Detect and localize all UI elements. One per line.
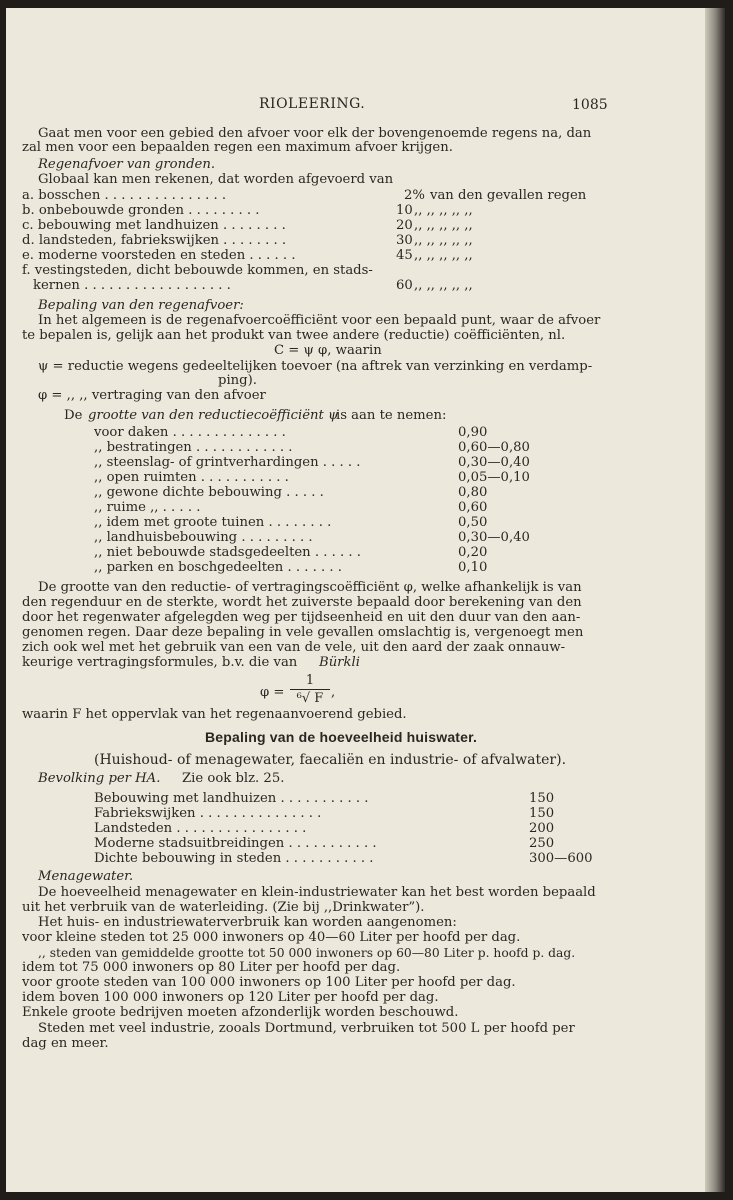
formula-numerator: 1 [305, 673, 315, 688]
regen-row-tail: ,, ,, ,, ,, ,, [414, 233, 473, 248]
bevolking-ref: Zie ook blz. 25. [182, 771, 285, 786]
menagewater-line: voor groote steden van 100 000 inwoners op 100 Liter per hoofd per dag. [22, 975, 516, 990]
reductie-row-label: voor daken . . . . . . . . . . . . . . [94, 425, 286, 440]
menagewater-heading: Menagewater. [38, 869, 134, 884]
psi-definition-cont: ping). [218, 373, 257, 388]
reductie-row-value: 0,05—0,10 [458, 470, 530, 485]
menagewater-line: Het huis- en industriewaterverbruik kan worden aangenomen: [38, 915, 457, 930]
bevolking-row-label: Fabriekswijken . . . . . . . . . . . . . . . [94, 806, 322, 821]
reductie-row-label: ,, ruime ,, . . . . . [94, 500, 201, 515]
regen-row-value: 30 [396, 233, 413, 248]
page-edge [705, 8, 725, 1192]
running-title: RIOLEERING. [259, 96, 366, 112]
bevolking-heading: Bevolking per HA. [38, 771, 161, 786]
regenafvoer-lead: Globaal kan men rekenen, dat worden afgevoerd van [38, 172, 394, 187]
bevolking-row-label: Moderne stadsuitbreidingen . . . . . . . . . . . [94, 836, 377, 851]
menagewater-line: De hoeveelheid menagewater en klein-industriewater kan het best worden bepaald [38, 885, 596, 900]
psi-definition: ψ = reductie wegens gedeeltelijken toevoer (na aftrek van verzinking en verdamp- [38, 359, 593, 374]
reductie-row-value: 0,20 [458, 545, 488, 560]
intro-line-2: zal men voor een bepaalden regen een maximum afvoer krijgen. [22, 140, 453, 155]
reductie-row-label: ,, bestratingen . . . . . . . . . . . . [94, 440, 293, 455]
bevolking-row-label: Landsteden . . . . . . . . . . . . . . . . [94, 821, 307, 836]
regen-row-label: a. bosschen . . . . . . . . . . . . . . . [22, 188, 227, 203]
grootte-line: zich ook wel met het gebruik van een van de vele, uit den aard der zaak onnauw- [22, 640, 566, 655]
waarin-f: waarin F het oppervlak van het regenaanvoerend gebied. [22, 707, 407, 722]
menagewater-line: uit het verbruik van de waterleiding. (Zie bij ,,Drinkwater”). [22, 900, 425, 915]
reductie-row-value: 0,90 [458, 425, 488, 440]
reductie-row-label: ,, landhuisbebouwing . . . . . . . . . [94, 530, 313, 545]
regen-row-label: kernen . . . . . . . . . . . . . . . . . . [33, 278, 231, 293]
regen-row-value: 10 [396, 203, 413, 218]
huiswater-heading: Bepaling van de hoeveelheid huiswater. [205, 729, 478, 745]
bevolking-row-value: 150 [529, 791, 555, 806]
regen-row-value: 2% [404, 188, 425, 203]
bepaling-line-1: In het algemeen is de regenafvoercoëfficiënt voor een bepaald punt, waar de afvoer [38, 313, 601, 328]
bevolking-row-value: 250 [529, 836, 555, 851]
formula-c: C = ψ φ, waarin [274, 343, 382, 358]
bevolking-row-value: 300—600 [529, 851, 593, 866]
reductie-row-value: 0,60—0,80 [458, 440, 530, 455]
formula-trail: , [331, 685, 336, 700]
huiswater-subtitle: (Huishoud- of menagewater, faecaliën en industrie- of afvalwater). [94, 752, 567, 768]
bepaling-heading: Bepaling van den regenafvoer: [38, 298, 244, 313]
regen-row-label: b. onbebouwde gronden . . . . . . . . . [22, 203, 260, 218]
reductie-row-label: ,, open ruimten . . . . . . . . . . . [94, 470, 289, 485]
regen-row-value: 60 [396, 278, 413, 293]
burkli-name: Bürkli [319, 655, 360, 670]
grootte-line: door het regenwater afgelegden weg per tijdseenheid en uit den duur van den aan- [22, 610, 581, 625]
intro-line-1: Gaat men voor een gebied den afvoer voor elk der bovengenoemde regens na, dan [38, 126, 592, 141]
grootte-line: De grootte van den reductie- of vertragingscoëfficiënt φ, welke afhankelijk is van [38, 580, 582, 595]
regen-row-label: f. vestingsteden, dicht bebouwde kommen, en stads- [22, 263, 373, 278]
regen-row-label: e. moderne voorsteden en steden . . . . . . [22, 248, 296, 263]
formula-denominator: ⁶√ F [296, 691, 324, 706]
menagewater-line: Enkele groote bedrijven moeten afzonderlijk worden beschouwd. [22, 1005, 459, 1020]
reductie-row-value: 0,10 [458, 560, 488, 575]
grootte-line: genomen regen. Daar deze bepaling in vele gevallen omslachtig is, vergenoegt men [22, 625, 584, 640]
menagewater-line: idem boven 100 000 inwoners op 120 Liter per hoofd per dag. [22, 990, 439, 1005]
grootte-line: den regenduur en de sterkte, wordt het zuiverste bepaald door berekening van den [22, 595, 582, 610]
reductie-row-value: 0,80 [458, 485, 488, 500]
formula-phi-lhs: φ = [260, 685, 285, 700]
regen-row-tail: ,, ,, ,, ,, ,, [414, 248, 473, 263]
page-number: 1085 [572, 97, 608, 113]
bevolking-row-value: 200 [529, 821, 555, 836]
bevolking-row-label: Dichte bebouwing in steden . . . . . . . . . . . [94, 851, 374, 866]
regenafvoer-heading: Regenafvoer van gronden. [38, 157, 216, 172]
grootte-line: keurige vertragingsformules, b.v. die van [22, 655, 298, 670]
reductie-row-label: ,, niet bebouwde stadsgedeelten . . . . . . [94, 545, 361, 560]
reductie-lead-word: De [64, 408, 83, 423]
menagewater-line: Steden met veel industrie, zooals Dortmund, verbruiken tot 500 L per hoofd per [38, 1021, 575, 1036]
menagewater-line: voor kleine steden tot 25 000 inwoners op 40—60 Liter per hoofd per dag. [22, 930, 521, 945]
fraction-bar [290, 689, 330, 690]
reductie-row-label: ,, gewone dichte bebouwing . . . . . [94, 485, 324, 500]
regen-row-value: 45 [396, 248, 413, 263]
menagewater-line: dag en meer. [22, 1036, 109, 1051]
reductie-row-label: ,, idem met groote tuinen . . . . . . . . [94, 515, 332, 530]
bepaling-line-2: te bepalen is, gelijk aan het produkt van twee andere (reductie) coëfficiënten, nl. [22, 328, 566, 343]
regen-row-tail: ,, ,, ,, ,, ,, [414, 218, 473, 233]
regen-row-value: 20 [396, 218, 413, 233]
bevolking-row-label: Bebouwing met landhuizen . . . . . . . . . . . [94, 791, 369, 806]
regen-row-label: d. landsteden, fabriekswijken . . . . . . . . [22, 233, 287, 248]
menagewater-line: ,, steden van gemiddelde grootte tot 50 000 inwoners op 60—80 Liter p. hoofd p. dag. [38, 946, 576, 960]
phi-definition: φ = ,, ,, vertraging van den afvoer [38, 388, 266, 403]
book-page [6, 8, 712, 1192]
reductie-lead-italic: grootte van den reductiecoëfficiënt ψ [88, 408, 339, 423]
reductie-row-value: 0,30—0,40 [458, 455, 530, 470]
reductie-row-value: 0,50 [458, 515, 488, 530]
reductie-row-value: 0,60 [458, 500, 488, 515]
bevolking-row-value: 150 [529, 806, 555, 821]
regen-row-label: c. bebouwing met landhuizen . . . . . . . . [22, 218, 286, 233]
reductie-lead-rest: is aan te nemen: [336, 408, 447, 423]
regen-row-tail: van den gevallen regen [430, 188, 587, 203]
regen-row-tail: ,, ,, ,, ,, ,, [414, 278, 473, 293]
menagewater-line: idem tot 75 000 inwoners op 80 Liter per hoofd per dag. [22, 960, 401, 975]
reductie-row-label: ,, steenslag- of grintverhardingen . . . . . [94, 455, 361, 470]
reductie-row-label: ,, parken en boschgedeelten . . . . . . . [94, 560, 342, 575]
reductie-row-value: 0,30—0,40 [458, 530, 530, 545]
regen-row-tail: ,, ,, ,, ,, ,, [414, 203, 473, 218]
